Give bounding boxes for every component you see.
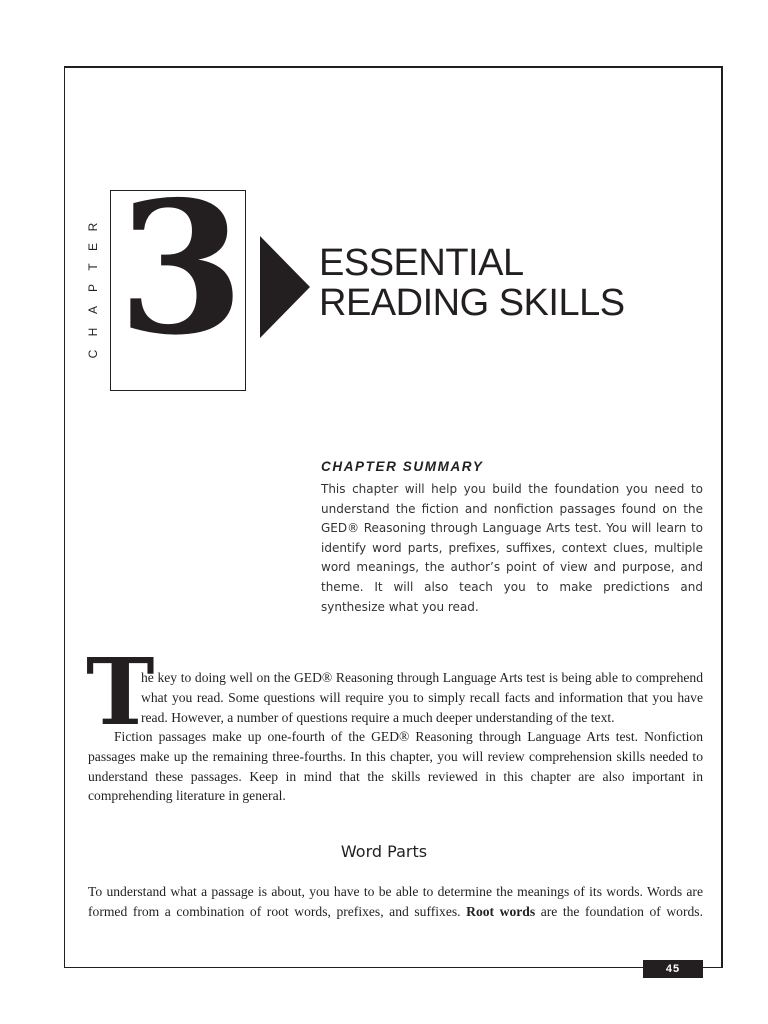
para-text: are the foundation of words. bbox=[535, 903, 703, 919]
chapter-letter: T bbox=[86, 263, 100, 271]
chapter-label-vertical bbox=[78, 218, 108, 363]
chapter-letter: H bbox=[86, 327, 100, 337]
chapter-letter: C bbox=[86, 349, 100, 359]
drop-cap: T bbox=[86, 638, 155, 746]
bold-term: Root words bbox=[466, 903, 536, 919]
chapter-letter: R bbox=[86, 222, 100, 232]
triangle-arrow-icon bbox=[260, 236, 310, 338]
chapter-letter: E bbox=[86, 243, 100, 252]
chapter-number: 3 bbox=[117, 190, 239, 375]
chapter-summary-heading: CHAPTER SUMMARY bbox=[321, 459, 484, 474]
chapter-number-box bbox=[110, 190, 246, 391]
page-number: 45 bbox=[643, 960, 703, 978]
chapter-title-line2: READING SKILLS bbox=[319, 282, 625, 324]
chapter-title bbox=[319, 243, 625, 323]
chapter-summary-text: This chapter will help you build the foundation you need to understand the fiction and nonfiction passages found on the GED® Reasoning through Language Arts test. You will learn to identify word parts, prefixes, suffixes, context clues, multiple word meanings, the author’s point of view and purpose, and theme. It will also teach you to make predictions and synthesize what you read. bbox=[321, 482, 703, 614]
chapter-title-line1: ESSENTIAL bbox=[319, 242, 524, 284]
body-paragraph-word-parts bbox=[88, 882, 703, 922]
body-paragraph: Fiction passages make up one-fourth of the GED® Reasoning through Language Arts test. Nonfiction passages make up the remaining three-fourths. In this chapter, you will review comprehension skills needed to understand these passages. Keep in mind that the skills reviewed in this chapter are also important in comprehending literature in general. bbox=[88, 729, 703, 804]
chapter-letter: P bbox=[86, 284, 100, 293]
section-heading: Word Parts bbox=[340, 842, 428, 861]
chapter-letter: A bbox=[86, 306, 100, 315]
para-text: To understand what a passage is about, you have to be able to determine the meanings of its words. Words are formed from a combination of root words, prefixes, and suffixes. bbox=[88, 884, 703, 919]
intro-paragraph: he key to doing well on the GED® Reasoning through Language Arts test is being able to comprehend what you read. Some questions will require you to simply recall facts and information that you have read. However, a number of questions require a much deeper understanding of the text. bbox=[141, 670, 703, 725]
